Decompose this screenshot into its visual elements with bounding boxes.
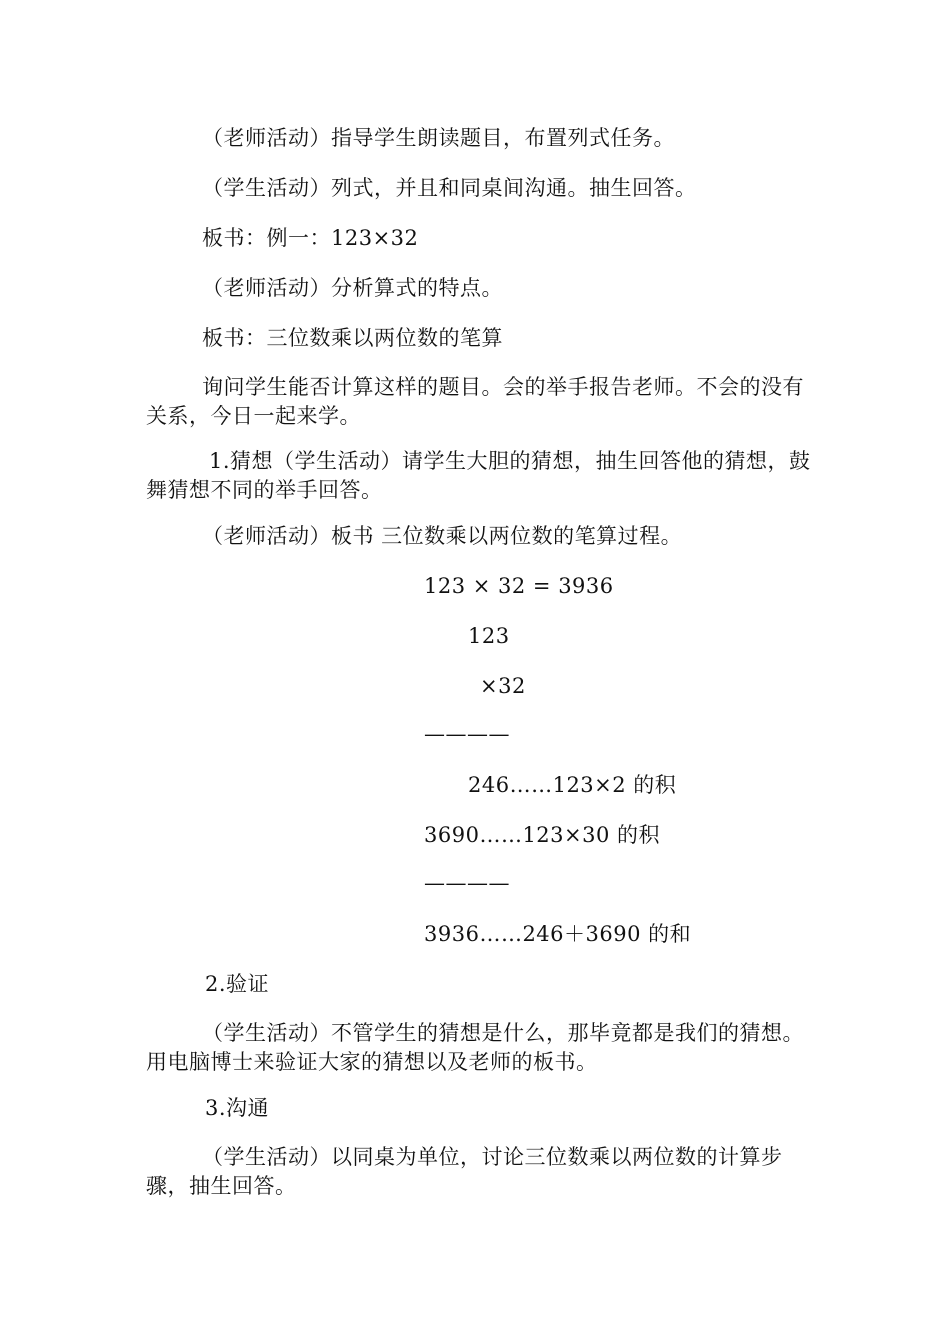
multiplier-line: ×32 xyxy=(480,674,526,698)
sum-line: 3936……246＋3690 的和 xyxy=(424,922,692,946)
board-example-line: 板书：例一：123×32 xyxy=(202,226,419,250)
student-activity-line-1: （学生活动）列式，并且和同桌间沟通。抽生回答。 xyxy=(202,176,697,200)
communication-heading: 3.沟通 xyxy=(205,1096,270,1120)
calculation-divider-2: ———— xyxy=(424,871,510,895)
teacher-board-process-line: （老师活动）板书 三位数乘以两位数的笔算过程。 xyxy=(202,524,683,548)
communication-paragraph: （学生活动）以同桌为单位，讨论三位数乘以两位数的计算步骤，抽生回答。 xyxy=(146,1145,783,1198)
equation-line: 123 × 32 = 3936 xyxy=(424,574,614,598)
partial-product-line-1: 246……123×2 的积 xyxy=(468,773,677,797)
teacher-activity-line-2: （老师活动）分析算式的特点。 xyxy=(202,276,503,300)
verify-paragraph: （学生活动）不管学生的猜想是什么，那毕竟都是我们的猜想。用电脑博士来验证大家的猜想以及老师的板书。 xyxy=(146,1021,804,1074)
calculation-divider-1: ———— xyxy=(424,722,510,746)
question-paragraph: 询问学生能否计算这样的题目。会的举手报告老师。不会的没有关系，今日一起来学。 xyxy=(146,375,804,428)
guess-paragraph: 1.猜想（学生活动）请学生大胆的猜想，抽生回答他的猜想，鼓舞猜想不同的举手回答。 xyxy=(146,449,811,502)
board-topic-line: 板书：三位数乘以两位数的笔算 xyxy=(202,326,503,350)
verify-heading: 2.验证 xyxy=(205,972,270,996)
multiplicand-line: 123 xyxy=(468,624,510,648)
partial-product-line-2: 3690……123×30 的积 xyxy=(424,823,661,847)
teacher-activity-line-1: （老师活动）指导学生朗读题目，布置列式任务。 xyxy=(202,126,675,150)
